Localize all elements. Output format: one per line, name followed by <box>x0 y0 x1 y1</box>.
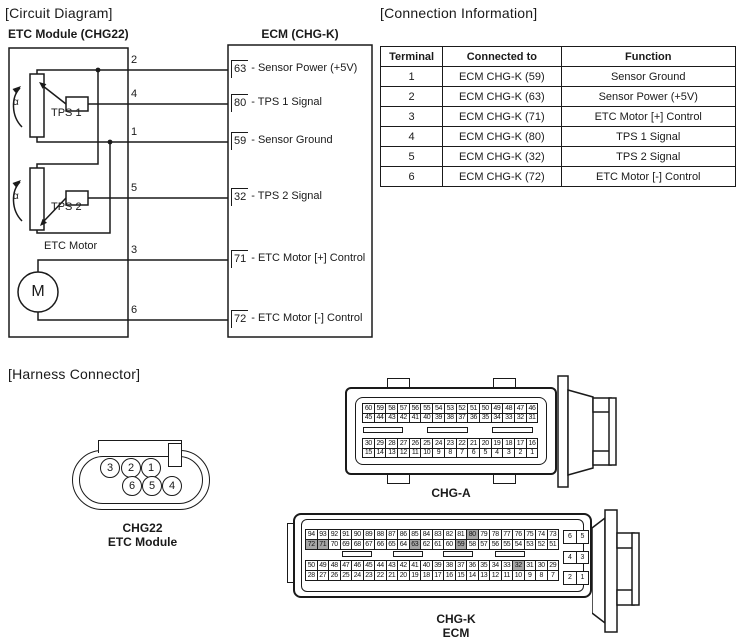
pin-cell-90: 90 <box>351 529 364 540</box>
pin-cell-66: 66 <box>374 539 387 550</box>
pin-cell-28: 28 <box>305 570 318 581</box>
chgk-connector <box>283 505 703 644</box>
pin-cell-65: 65 <box>386 539 399 550</box>
chg22-pin-4: 4 <box>162 476 182 496</box>
chgk-slot <box>393 551 423 557</box>
pin-row <box>362 448 537 459</box>
pin-cell-20: 20 <box>397 570 410 581</box>
col-function: Function <box>561 47 736 67</box>
pin-row <box>563 571 588 585</box>
chg22-pin-6: 6 <box>122 476 142 496</box>
pin-cell-49: 49 <box>317 560 330 571</box>
pin-cell-57: 57 <box>478 539 491 550</box>
pin-cell-22: 22 <box>374 570 387 581</box>
pin-cell-29: 29 <box>547 560 560 571</box>
chga-pin-grid-bottom <box>362 438 537 457</box>
pin-cell-53: 53 <box>524 539 537 550</box>
table-cell: ECM CHG-K (59) <box>443 67 561 87</box>
table-cell: ECM CHG-K (72) <box>443 167 561 187</box>
pin-cell-11: 11 <box>409 448 422 459</box>
pin-cell-7: 7 <box>547 570 560 581</box>
tps1-arc-arrowhead <box>13 86 22 94</box>
pin-row <box>362 413 537 424</box>
pin-cell-79: 79 <box>478 529 491 540</box>
chga-slot <box>363 427 403 433</box>
pin-cell-47: 47 <box>514 403 527 414</box>
connection-section-title: [Connection Information] <box>380 5 538 21</box>
pin-cell-34: 34 <box>491 413 504 424</box>
pin-cell-37: 37 <box>455 560 468 571</box>
tps2-alpha-label: α <box>13 191 19 202</box>
ecm-pin-80 <box>231 94 322 112</box>
pin-cell-26: 26 <box>409 438 422 449</box>
chg22-pin-3: 3 <box>100 458 120 478</box>
wire-number: 3 <box>131 244 138 256</box>
pin-cell-86: 86 <box>397 529 410 540</box>
pin-cell-92: 92 <box>328 529 341 540</box>
pin-cell-47: 47 <box>340 560 353 571</box>
pin-cell-49: 49 <box>491 403 504 414</box>
pin-cell-27: 27 <box>317 570 330 581</box>
pin-cell-56: 56 <box>489 539 502 550</box>
pin-cell-38: 38 <box>444 413 457 424</box>
pin-cell-23: 23 <box>363 570 376 581</box>
pin-cell-88: 88 <box>374 529 387 540</box>
pin-cell-32: 32 <box>514 413 527 424</box>
pin-cell-68: 68 <box>351 539 364 550</box>
pin-cell-60: 60 <box>443 539 456 550</box>
pin-cell-61: 61 <box>432 539 445 550</box>
pin-cell-31: 31 <box>526 413 539 424</box>
chgk-side-pin-block <box>563 530 588 592</box>
ecm-pin-63 <box>231 60 357 78</box>
pin-cell-43: 43 <box>386 560 399 571</box>
pin-cell-33: 33 <box>502 413 515 424</box>
pin-cell-55: 55 <box>501 539 514 550</box>
table-cell: 2 <box>381 87 443 107</box>
pin-cell-6: 6 <box>467 448 480 459</box>
table-cell: 3 <box>381 107 443 127</box>
motor-symbol: M <box>31 283 45 300</box>
pin-cell-36: 36 <box>467 413 480 424</box>
pin-cell-64: 64 <box>397 539 410 550</box>
chgk-slot <box>342 551 372 557</box>
ecm-pin-number: 32 <box>231 188 248 206</box>
chga-slot <box>427 427 468 433</box>
chga-connector <box>340 373 640 503</box>
ecm-pin-number: 80 <box>231 94 248 112</box>
pin-cell-4: 4 <box>491 448 504 459</box>
chga-side-view <box>557 375 619 490</box>
chgk-pin-grid-top <box>305 529 558 549</box>
pin-cell-83: 83 <box>432 529 445 540</box>
wire-3 <box>38 260 228 272</box>
pin-cell-16: 16 <box>443 570 456 581</box>
table-header-row <box>381 47 736 67</box>
pin-cell-56: 56 <box>409 403 422 414</box>
chg22-pin-5: 5 <box>142 476 162 496</box>
pin-cell-10: 10 <box>512 570 525 581</box>
pin-cell-89: 89 <box>363 529 376 540</box>
ecm-pin-desc: - Sensor Ground <box>251 134 333 146</box>
pin-cell-32: 32 <box>512 560 525 571</box>
table-row <box>381 67 736 87</box>
pin-cell-40: 40 <box>420 413 433 424</box>
pin-cell-50: 50 <box>479 403 492 414</box>
ecm-pin-desc: - TPS 1 Signal <box>251 96 322 108</box>
ecm-pin-number: 71 <box>231 250 248 268</box>
pin-cell-28: 28 <box>385 438 398 449</box>
pin-cell-54: 54 <box>512 539 525 550</box>
pin-cell-14: 14 <box>466 570 479 581</box>
pin-cell-72: 72 <box>305 539 318 550</box>
pin-cell-2: 2 <box>563 571 577 585</box>
pin-cell-41: 41 <box>409 560 422 571</box>
pin-cell-70: 70 <box>328 539 341 550</box>
chga-name: CHG-A <box>431 486 471 500</box>
pin-cell-12: 12 <box>397 448 410 459</box>
pin-cell-44: 44 <box>374 560 387 571</box>
table-cell: 5 <box>381 147 443 167</box>
pin-cell-43: 43 <box>385 413 398 424</box>
table-cell: 1 <box>381 67 443 87</box>
pin-cell-60: 60 <box>362 403 375 414</box>
table-cell: TPS 1 Signal <box>561 127 736 147</box>
pin-cell-42: 42 <box>397 413 410 424</box>
pin-cell-31: 31 <box>524 560 537 571</box>
ecm-pin-32 <box>231 188 322 206</box>
chgk-name: CHG-K <box>436 612 476 626</box>
pin-cell-45: 45 <box>363 560 376 571</box>
pin-cell-1: 1 <box>576 571 590 585</box>
pin-cell-51: 51 <box>547 539 560 550</box>
chg22-pin-1: 1 <box>141 458 161 478</box>
pin-cell-8: 8 <box>444 448 457 459</box>
pin-cell-53: 53 <box>444 403 457 414</box>
pin-cell-59: 59 <box>374 403 387 414</box>
pin-cell-54: 54 <box>432 403 445 414</box>
pin-cell-19: 19 <box>491 438 504 449</box>
junction-dot <box>108 140 113 145</box>
pin-cell-71: 71 <box>317 539 330 550</box>
junction-dot <box>96 68 101 73</box>
pin-cell-82: 82 <box>443 529 456 540</box>
ecm-pin-number: 72 <box>231 310 248 328</box>
connection-table <box>380 46 736 187</box>
pin-cell-11: 11 <box>501 570 514 581</box>
etc-module-title: ETC Module (CHG22) <box>8 27 129 41</box>
table-cell: TPS 2 Signal <box>561 147 736 167</box>
pin-cell-57: 57 <box>397 403 410 414</box>
pin-cell-21: 21 <box>467 438 480 449</box>
ecm-pin-desc: - ETC Motor [-] Control <box>251 312 363 324</box>
pin-cell-4: 4 <box>563 551 577 565</box>
chgk-slot <box>443 551 473 557</box>
pin-cell-34: 34 <box>489 560 502 571</box>
pin-cell-35: 35 <box>479 413 492 424</box>
pin-cell-3: 3 <box>502 448 515 459</box>
pin-cell-24: 24 <box>351 570 364 581</box>
pin-cell-94: 94 <box>305 529 318 540</box>
etc-motor-label: ETC Motor <box>44 240 98 252</box>
pin-cell-26: 26 <box>328 570 341 581</box>
pin-cell-75: 75 <box>524 529 537 540</box>
wire-number: 6 <box>131 304 138 316</box>
pin-cell-25: 25 <box>420 438 433 449</box>
circuit-section-title: [Circuit Diagram] <box>5 5 113 21</box>
table-cell: ECM CHG-K (71) <box>443 107 561 127</box>
table-cell: ETC Motor [-] Control <box>561 167 736 187</box>
col-terminal: Terminal <box>381 47 443 67</box>
chg22-key-notch <box>168 443 182 467</box>
pin-cell-17: 17 <box>514 438 527 449</box>
pin-cell-14: 14 <box>374 448 387 459</box>
pin-cell-22: 22 <box>456 438 469 449</box>
pin-cell-50: 50 <box>305 560 318 571</box>
chga-bottom-tab <box>387 474 410 484</box>
pin-row <box>563 530 588 544</box>
pin-cell-77: 77 <box>501 529 514 540</box>
pin-cell-59: 59 <box>455 539 468 550</box>
tps1-wiper-arrow <box>43 86 66 104</box>
pin-cell-78: 78 <box>489 529 502 540</box>
pin-cell-93: 93 <box>317 529 330 540</box>
table-cell: ECM CHG-K (32) <box>443 147 561 167</box>
pin-cell-48: 48 <box>328 560 341 571</box>
pin-cell-42: 42 <box>397 560 410 571</box>
pin-cell-73: 73 <box>547 529 560 540</box>
pin-cell-87: 87 <box>386 529 399 540</box>
pin-cell-21: 21 <box>386 570 399 581</box>
pin-cell-18: 18 <box>420 570 433 581</box>
pin-cell-46: 46 <box>351 560 364 571</box>
wire-number: 2 <box>131 54 138 66</box>
ecm-pin-desc: - ETC Motor [+] Control <box>251 252 366 264</box>
pin-cell-74: 74 <box>535 529 548 540</box>
chga-pin-grid-top <box>362 403 537 422</box>
chg22-name: CHG22 <box>122 521 163 535</box>
table-row <box>381 87 736 107</box>
pin-cell-24: 24 <box>432 438 445 449</box>
pin-cell-39: 39 <box>432 413 445 424</box>
pin-cell-69: 69 <box>340 539 353 550</box>
wire-number: 1 <box>131 126 138 138</box>
pin-cell-20: 20 <box>479 438 492 449</box>
tps2-arc-arrowhead <box>13 180 22 188</box>
pin-cell-58: 58 <box>385 403 398 414</box>
pin-cell-85: 85 <box>409 529 422 540</box>
pin-cell-51: 51 <box>467 403 480 414</box>
pin-cell-25: 25 <box>340 570 353 581</box>
pin-cell-23: 23 <box>444 438 457 449</box>
pin-cell-15: 15 <box>455 570 468 581</box>
ecm-pin-number: 59 <box>231 132 248 150</box>
ecm-pin-number: 63 <box>231 60 248 78</box>
pin-cell-12: 12 <box>489 570 502 581</box>
table-row <box>381 127 736 147</box>
tps2-resistor <box>30 168 44 230</box>
pin-cell-9: 9 <box>524 570 537 581</box>
wire-number: 5 <box>131 182 138 194</box>
table-cell: 4 <box>381 127 443 147</box>
table-row <box>381 147 736 167</box>
pin-cell-18: 18 <box>502 438 515 449</box>
pin-cell-45: 45 <box>362 413 375 424</box>
pin-cell-13: 13 <box>385 448 398 459</box>
pin-cell-5: 5 <box>479 448 492 459</box>
chga-bottom-tab <box>493 474 516 484</box>
pin-cell-19: 19 <box>409 570 422 581</box>
pin-cell-80: 80 <box>466 529 479 540</box>
pin-cell-6: 6 <box>563 530 577 544</box>
ecm-pin-desc: - Sensor Power (+5V) <box>251 62 358 74</box>
chg22-sub-name: ETC Module <box>107 535 178 549</box>
pin-cell-30: 30 <box>535 560 548 571</box>
ecm-pin-72 <box>231 310 363 328</box>
wire-1-branch <box>37 142 110 233</box>
pin-cell-58: 58 <box>466 539 479 550</box>
pin-cell-46: 46 <box>526 403 539 414</box>
pin-cell-41: 41 <box>409 413 422 424</box>
table-cell: Sensor Power (+5V) <box>561 87 736 107</box>
table-row <box>381 167 736 187</box>
pin-cell-7: 7 <box>456 448 469 459</box>
pin-cell-67: 67 <box>363 539 376 550</box>
pin-cell-55: 55 <box>420 403 433 414</box>
circuit-linework <box>0 40 380 345</box>
pin-cell-36: 36 <box>466 560 479 571</box>
wire-2 <box>37 70 228 74</box>
pin-row <box>305 539 558 550</box>
wire-2-branch <box>37 70 98 168</box>
pin-cell-29: 29 <box>374 438 387 449</box>
pin-cell-76: 76 <box>512 529 525 540</box>
pin-row <box>305 570 558 581</box>
pin-cell-15: 15 <box>362 448 375 459</box>
pin-cell-52: 52 <box>456 403 469 414</box>
pin-cell-13: 13 <box>478 570 491 581</box>
pin-cell-35: 35 <box>478 560 491 571</box>
chgk-pin-grid-bottom <box>305 560 558 580</box>
pin-cell-84: 84 <box>420 529 433 540</box>
pin-cell-8: 8 <box>535 570 548 581</box>
pin-cell-9: 9 <box>432 448 445 459</box>
pin-cell-10: 10 <box>420 448 433 459</box>
pin-cell-39: 39 <box>432 560 445 571</box>
pin-cell-30: 30 <box>362 438 375 449</box>
pin-cell-2: 2 <box>514 448 527 459</box>
table-cell: 6 <box>381 167 443 187</box>
col-connected-to: Connected to <box>443 47 561 67</box>
ecm-title: ECM (CHG-K) <box>261 27 339 41</box>
harness-section-title: [Harness Connector] <box>8 366 141 382</box>
table-cell: Sensor Ground <box>561 67 736 87</box>
pin-cell-37: 37 <box>456 413 469 424</box>
tps2-label: TPS 2 <box>51 201 82 213</box>
table-row <box>381 107 736 127</box>
table-cell: ECM CHG-K (80) <box>443 127 561 147</box>
table-cell: ECM CHG-K (63) <box>443 87 561 107</box>
chg22-pin-2: 2 <box>121 458 141 478</box>
chga-slot <box>492 427 533 433</box>
chg22-connector <box>70 437 220 552</box>
chgk-sub-name: ECM <box>442 626 470 640</box>
pin-cell-52: 52 <box>535 539 548 550</box>
wire-number: 4 <box>131 88 138 100</box>
pin-cell-5: 5 <box>576 530 590 544</box>
pin-row <box>563 551 588 565</box>
pin-cell-17: 17 <box>432 570 445 581</box>
pin-cell-1: 1 <box>526 448 539 459</box>
pin-cell-16: 16 <box>526 438 539 449</box>
chgk-slot <box>495 551 525 557</box>
pin-cell-38: 38 <box>443 560 456 571</box>
pin-cell-40: 40 <box>420 560 433 571</box>
pin-cell-48: 48 <box>502 403 515 414</box>
pin-cell-62: 62 <box>420 539 433 550</box>
pin-cell-27: 27 <box>397 438 410 449</box>
pin-cell-33: 33 <box>501 560 514 571</box>
tps1-alpha-label: α <box>13 97 19 108</box>
ecm-pin-desc: - TPS 2 Signal <box>251 190 322 202</box>
tps1-label: TPS 1 <box>51 107 82 119</box>
pin-cell-3: 3 <box>576 551 590 565</box>
ecm-pin-59 <box>231 132 333 150</box>
ecm-pin-71 <box>231 250 365 268</box>
pin-cell-91: 91 <box>340 529 353 540</box>
table-cell: ETC Motor [+] Control <box>561 107 736 127</box>
pin-cell-63: 63 <box>409 539 422 550</box>
pin-cell-81: 81 <box>455 529 468 540</box>
pin-cell-44: 44 <box>374 413 387 424</box>
